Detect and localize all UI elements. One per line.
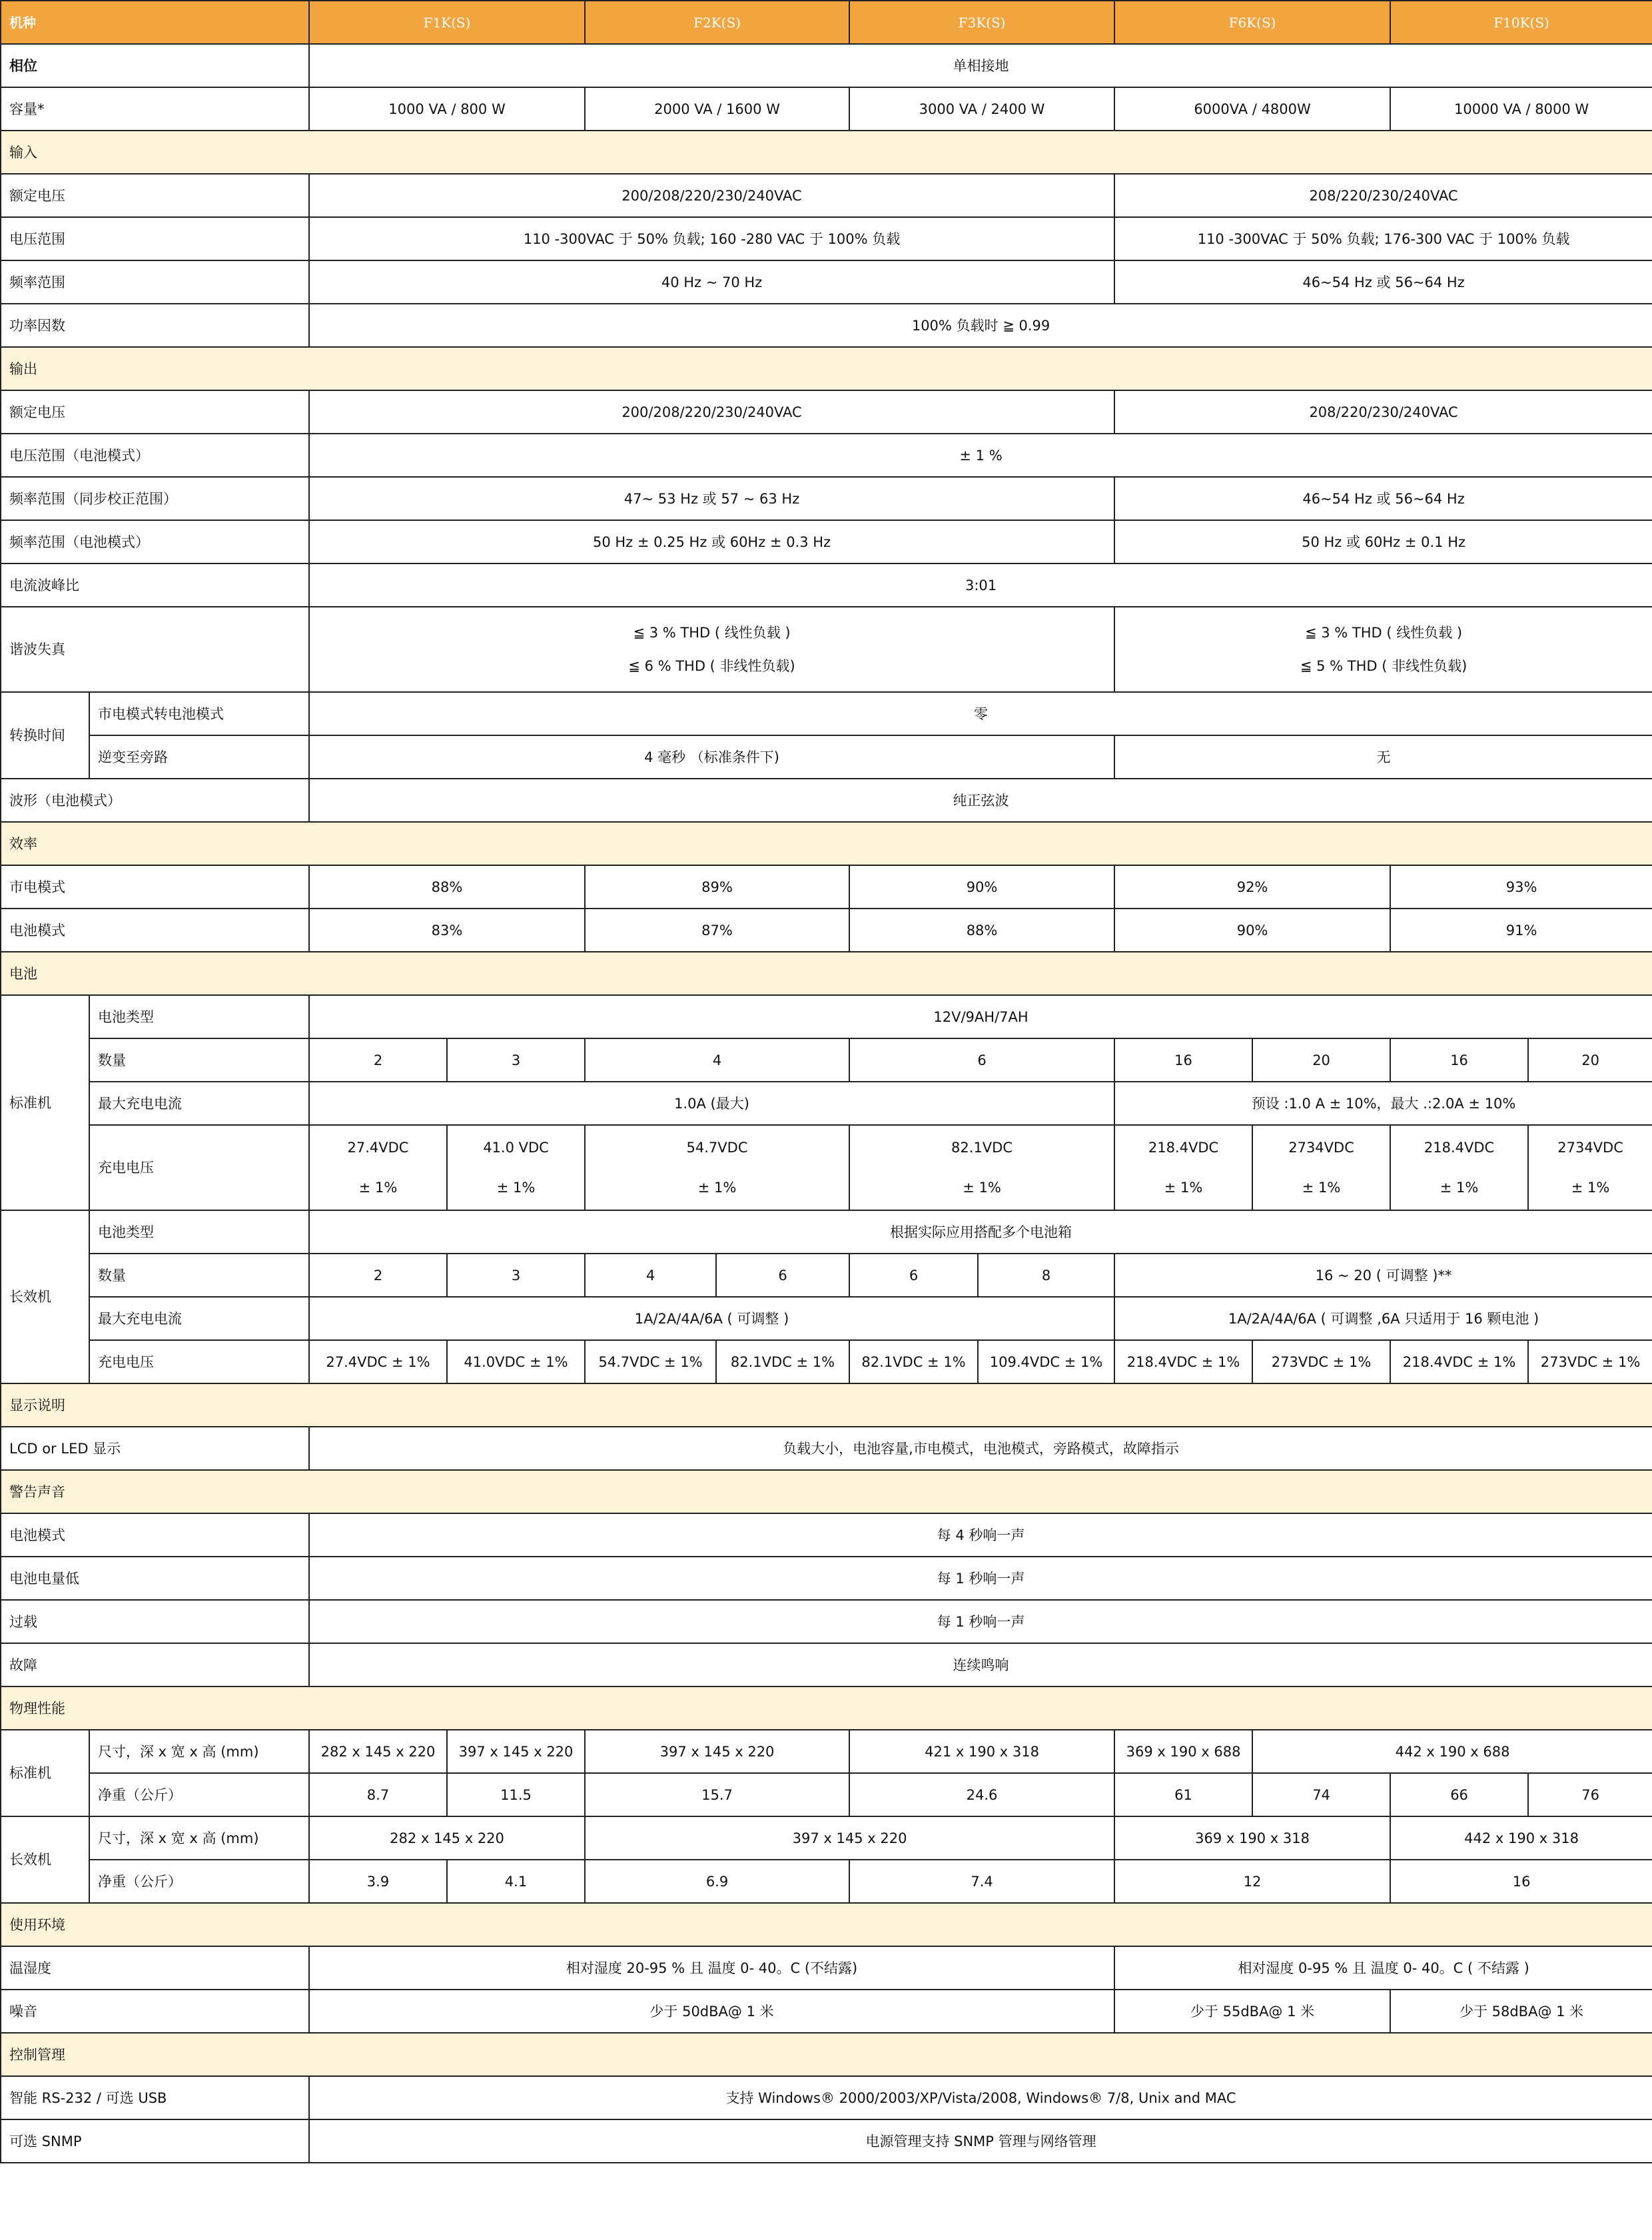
- charge-voltage-cell: [1252, 1125, 1390, 1210]
- row-label: 波形（电池模式）: [1, 779, 309, 822]
- cell-value: 369 x 190 x 688: [1114, 1730, 1252, 1773]
- cell-value: 282 x 145 x 220: [309, 1816, 585, 1860]
- cell-value: 20: [1528, 1038, 1652, 1082]
- row-label: 频率范围: [1, 260, 309, 304]
- cell-value: 4: [585, 1038, 849, 1082]
- long-battery-charge-voltage-row: [1, 1340, 1652, 1383]
- cell-value: 每 1 秒响一声: [309, 1600, 1652, 1643]
- alarm-batt-mode-row: [1, 1513, 1652, 1557]
- cell-value: 397 x 145 x 220: [585, 1730, 849, 1773]
- row-label: 可选 SNMP: [1, 2119, 309, 2163]
- row-label: 额定电压: [1, 174, 309, 217]
- cell-value: 369 x 190 x 318: [1114, 1816, 1390, 1860]
- row-label: 数量: [89, 1254, 309, 1297]
- std-battery-qty-row: [1, 1038, 1652, 1082]
- cell-value: 1.0A (最大): [309, 1082, 1114, 1125]
- charge-voltage-cell: [309, 1125, 447, 1210]
- long-battery-max-charge-row: [1, 1297, 1652, 1340]
- cell-value: 12: [1114, 1860, 1390, 1903]
- cell-value: 8.7: [309, 1773, 447, 1816]
- cell-value: 电源管理支持 SNMP 管理与网络管理: [309, 2119, 1652, 2163]
- snmp-row: [1, 2119, 1652, 2163]
- section-alarm: [1, 1470, 1652, 1513]
- cell-value: 76: [1528, 1773, 1652, 1816]
- cell-value: 442 x 190 x 688: [1252, 1730, 1652, 1773]
- header-row: [1, 1, 1652, 44]
- cell-value: 根据实际应用搭配多个电池箱: [309, 1210, 1652, 1254]
- section-title: 显示说明: [1, 1383, 1652, 1427]
- cell-value: 41.0VDC ± 1%: [447, 1340, 585, 1383]
- cell-value: 16: [1390, 1038, 1528, 1082]
- section-input: [1, 131, 1652, 174]
- cell-value: 200/208/220/230/240VAC: [309, 390, 1114, 434]
- thd-linear: ≦ 3 % THD ( 线性负载 ): [1304, 625, 1463, 641]
- row-label: 噪音: [1, 1990, 309, 2033]
- thd-nonlinear: ≦ 6 % THD ( 非线性负载): [628, 658, 795, 674]
- output-voltage-range-row: [1, 434, 1652, 477]
- row-label: 电压范围: [1, 217, 309, 260]
- charge-voltage: 2734VDC: [1557, 1140, 1623, 1156]
- cell-value: 无: [1114, 735, 1652, 779]
- phase-value: 单相接地: [309, 44, 1652, 87]
- thd-left-cell: [309, 607, 1114, 692]
- cell-value: 15.7: [585, 1773, 849, 1816]
- charge-tolerance: ± 1%: [963, 1180, 1001, 1196]
- transfer-time-label: 转换时间: [1, 692, 89, 779]
- charge-tolerance: ± 1%: [1302, 1180, 1341, 1196]
- cell-value: 6: [849, 1038, 1114, 1082]
- input-pf-row: [1, 304, 1652, 347]
- cell-value: 218.4VDC ± 1%: [1390, 1340, 1528, 1383]
- section-title: 物理性能: [1, 1686, 1652, 1730]
- cell-value: 93%: [1390, 865, 1652, 909]
- std-battery-charge-voltage-row: [1, 1125, 1652, 1210]
- long-battery-qty-row: [1, 1254, 1652, 1297]
- cell-value: 50 Hz ± 0.25 Hz 或 60Hz ± 0.3 Hz: [309, 520, 1114, 563]
- cell-value: 16: [1390, 1860, 1652, 1903]
- capacity-row: [1, 87, 1652, 131]
- row-label: 充电电压: [89, 1125, 309, 1210]
- cell-value: 200/208/220/230/240VAC: [309, 174, 1114, 217]
- cell-value: 61: [1114, 1773, 1252, 1816]
- cell-value: 90%: [849, 865, 1114, 909]
- alarm-low-batt-row: [1, 1557, 1652, 1600]
- output-freq-sync-row: [1, 477, 1652, 520]
- row-label: 电池电量低: [1, 1557, 309, 1600]
- row-label: 智能 RS-232 / 可选 USB: [1, 2076, 309, 2119]
- capacity-value: 3000 VA / 2400 W: [849, 87, 1114, 131]
- cell-value: 208/220/230/240VAC: [1114, 174, 1652, 217]
- long-battery-type-row: [1, 1210, 1652, 1254]
- cell-value: 88%: [309, 865, 585, 909]
- cell-value: 90%: [1114, 909, 1390, 952]
- cell-value: 421 x 190 x 318: [849, 1730, 1114, 1773]
- cell-value: 91%: [1390, 909, 1652, 952]
- display-row: [1, 1427, 1652, 1470]
- cell-value: 16 ~ 20 ( 可调整 )**: [1114, 1254, 1652, 1297]
- cell-value: 6: [849, 1254, 978, 1297]
- cell-value: 282 x 145 x 220: [309, 1730, 447, 1773]
- cell-value: 相对湿度 0-95 % 且 温度 0- 40。C ( 不结露 ): [1114, 1946, 1652, 1990]
- std-battery-max-charge-row: [1, 1082, 1652, 1125]
- section-title: 使用环境: [1, 1903, 1652, 1946]
- row-label: 电流波峰比: [1, 563, 309, 607]
- cell-value: 少于 50dBA@ 1 米: [309, 1990, 1114, 2033]
- output-thd-row: [1, 607, 1652, 692]
- cell-value: 82.1VDC ± 1%: [716, 1340, 849, 1383]
- cell-value: 46~54 Hz 或 56~64 Hz: [1114, 477, 1652, 520]
- section-title: 效率: [1, 822, 1652, 865]
- charge-voltage-cell: [447, 1125, 585, 1210]
- section-title: 警告声音: [1, 1470, 1652, 1513]
- charge-tolerance: ± 1%: [1440, 1180, 1479, 1196]
- section-title: 控制管理: [1, 2033, 1652, 2076]
- cell-value: 273VDC ± 1%: [1252, 1340, 1390, 1383]
- cell-value: 110 -300VAC 于 50% 负载; 160 -280 VAC 于 100% 负载: [309, 217, 1114, 260]
- charge-tolerance: ± 1%: [1164, 1180, 1203, 1196]
- charge-tolerance: ± 1%: [697, 1180, 737, 1196]
- row-label: 故障: [1, 1643, 309, 1686]
- cell-value: 273VDC ± 1%: [1528, 1340, 1652, 1383]
- long-run-model-label: 长效机: [1, 1816, 89, 1903]
- cell-value: 连续鸣响: [309, 1643, 1652, 1686]
- charge-voltage-cell: [1390, 1125, 1528, 1210]
- cell-value: 50 Hz 或 60Hz ± 0.1 Hz: [1114, 520, 1652, 563]
- cell-value: 2: [309, 1038, 447, 1082]
- long-run-model-label: 长效机: [1, 1210, 89, 1383]
- row-label: 频率范围（同步校正范围）: [1, 477, 309, 520]
- thd-linear: ≦ 3 % THD ( 线性负载 ): [633, 625, 791, 641]
- row-label: 温湿度: [1, 1946, 309, 1990]
- cell-value: 24.6: [849, 1773, 1114, 1816]
- row-label: 最大充电电流: [89, 1297, 309, 1340]
- section-output: [1, 347, 1652, 390]
- thd-right-cell: [1114, 607, 1652, 692]
- standard-model-label: 标准机: [1, 995, 89, 1210]
- row-label: 电池类型: [89, 1210, 309, 1254]
- capacity-value: 6000VA / 4800W: [1114, 87, 1390, 131]
- cell-value: 3: [447, 1038, 585, 1082]
- cell-value: 11.5: [447, 1773, 585, 1816]
- std-battery-type-row: [1, 995, 1652, 1038]
- cell-value: 87%: [585, 909, 849, 952]
- row-label: 电池模式: [1, 1513, 309, 1557]
- cell-value: 92%: [1114, 865, 1390, 909]
- cell-value: 2: [309, 1254, 447, 1297]
- cell-value: 442 x 190 x 318: [1390, 1816, 1652, 1860]
- input-rated-voltage-row: [1, 174, 1652, 217]
- row-label: 尺寸，深 x 宽 x 高 (mm): [89, 1730, 309, 1773]
- cell-value: 7.4: [849, 1860, 1114, 1903]
- cell-value: 100% 负载时 ≧ 0.99: [309, 304, 1652, 347]
- alarm-overload-row: [1, 1600, 1652, 1643]
- humidity-row: [1, 1946, 1652, 1990]
- charge-voltage-cell: [1114, 1125, 1252, 1210]
- cell-value: 负载大小，电池容量,市电模式，电池模式，旁路模式，故障指示: [309, 1427, 1652, 1470]
- charge-voltage: 41.0 VDC: [483, 1140, 549, 1156]
- section-physical: [1, 1686, 1652, 1730]
- row-label: 充电电压: [89, 1340, 309, 1383]
- row-label: 数量: [89, 1038, 309, 1082]
- capacity-value: 2000 VA / 1600 W: [585, 87, 849, 131]
- charge-voltage: 54.7VDC: [686, 1140, 748, 1156]
- row-label: 尺寸，深 x 宽 x 高 (mm): [89, 1816, 309, 1860]
- efficiency-ac-row: [1, 865, 1652, 909]
- cell-value: 82.1VDC ± 1%: [849, 1340, 978, 1383]
- charge-voltage: 218.4VDC: [1148, 1140, 1219, 1156]
- capacity-label: 容量*: [1, 87, 309, 131]
- cell-value: 89%: [585, 865, 849, 909]
- cell-value: 20: [1252, 1038, 1390, 1082]
- section-title: 电池: [1, 952, 1652, 995]
- cell-value: 46~54 Hz 或 56~64 Hz: [1114, 260, 1652, 304]
- cell-value: 3: [447, 1254, 585, 1297]
- section-management: [1, 2033, 1652, 2076]
- charge-voltage: 82.1VDC: [951, 1140, 1013, 1156]
- capacity-value: 1000 VA / 800 W: [309, 87, 585, 131]
- cell-value: 16: [1114, 1038, 1252, 1082]
- capacity-value: 10000 VA / 8000 W: [1390, 87, 1652, 131]
- cell-value: 4.1: [447, 1860, 585, 1903]
- cell-value: 3:01: [309, 563, 1652, 607]
- cell-value: 1A/2A/4A/6A ( 可调整 ,6A 只适用于 16 颗电池 ): [1114, 1297, 1652, 1340]
- cell-value: 47~ 53 Hz 或 57 ~ 63 Hz: [309, 477, 1114, 520]
- cell-value: 27.4VDC ± 1%: [309, 1340, 447, 1383]
- cell-value: 4 毫秒 （标准条件下): [309, 735, 1114, 779]
- cell-value: ± 1 %: [309, 434, 1652, 477]
- std-dimension-row: [1, 1730, 1652, 1773]
- row-label: 电压范围（电池模式）: [1, 434, 309, 477]
- cell-value: 66: [1390, 1773, 1528, 1816]
- row-label: 最大充电电流: [89, 1082, 309, 1125]
- charge-tolerance: ± 1%: [496, 1180, 536, 1196]
- model-f3k: F3K(S): [849, 1, 1114, 44]
- cell-value: 每 4 秒响一声: [309, 1513, 1652, 1557]
- cell-value: 110 -300VAC 于 50% 负载; 176-300 VAC 于 100% 负载: [1114, 217, 1652, 260]
- model-label: 机种: [1, 1, 309, 44]
- cell-value: 零: [309, 692, 1652, 735]
- section-title: 输入: [1, 131, 1652, 174]
- cell-value: 相对湿度 20-95 % 且 温度 0- 40。C (不结露): [309, 1946, 1114, 1990]
- transfer-inv-bypass-row: [1, 735, 1652, 779]
- row-label: 市电模式转电池模式: [89, 692, 309, 735]
- row-label: 市电模式: [1, 865, 309, 909]
- std-weight-row: [1, 1773, 1652, 1816]
- cell-value: 支持 Windows® 2000/2003/XP/Vista/2008, Windows® 7/8, Unix and MAC: [309, 2076, 1652, 2119]
- cell-value: 4: [585, 1254, 716, 1297]
- output-freq-batt-row: [1, 520, 1652, 563]
- cell-value: 208/220/230/240VAC: [1114, 390, 1652, 434]
- transfer-ac-batt-row: [1, 692, 1652, 735]
- section-display: [1, 1383, 1652, 1427]
- charge-tolerance: ± 1%: [1571, 1180, 1610, 1196]
- cell-value: 83%: [309, 909, 585, 952]
- cell-value: 预设 :1.0 A ± 10%，最大 .:2.0A ± 10%: [1114, 1082, 1652, 1125]
- model-f1k: F1K(S): [309, 1, 585, 44]
- row-label: 额定电压: [1, 390, 309, 434]
- section-environment: [1, 1903, 1652, 1946]
- cell-value: 少于 55dBA@ 1 米: [1114, 1990, 1390, 2033]
- model-f2k: F2K(S): [585, 1, 849, 44]
- noise-row: [1, 1990, 1652, 2033]
- cell-value: 6: [716, 1254, 849, 1297]
- cell-value: 397 x 145 x 220: [447, 1730, 585, 1773]
- cell-value: 54.7VDC ± 1%: [585, 1340, 716, 1383]
- rs232-row: [1, 2076, 1652, 2119]
- cell-value: 纯正弦波: [309, 779, 1652, 822]
- charge-voltage: 2734VDC: [1288, 1140, 1354, 1156]
- charge-voltage-cell: [849, 1125, 1114, 1210]
- cell-value: 每 1 秒响一声: [309, 1557, 1652, 1600]
- cell-value: 8: [978, 1254, 1114, 1297]
- row-label: 频率范围（电池模式）: [1, 520, 309, 563]
- row-label: 逆变至旁路: [89, 735, 309, 779]
- input-voltage-range-row: [1, 217, 1652, 260]
- cell-value: 74: [1252, 1773, 1390, 1816]
- cell-value: 12V/9AH/7AH: [309, 995, 1652, 1038]
- efficiency-batt-row: [1, 909, 1652, 952]
- waveform-row: [1, 779, 1652, 822]
- output-rated-voltage-row: [1, 390, 1652, 434]
- row-label: 净重（公斤）: [89, 1860, 309, 1903]
- thd-nonlinear: ≦ 5 % THD ( 非线性负载): [1300, 658, 1467, 674]
- charge-voltage-cell: [585, 1125, 849, 1210]
- row-label: 功率因数: [1, 304, 309, 347]
- phase-label: 相位: [1, 44, 309, 87]
- row-label: 电池类型: [89, 995, 309, 1038]
- row-label: 过载: [1, 1600, 309, 1643]
- input-freq-range-row: [1, 260, 1652, 304]
- row-label: 净重（公斤）: [89, 1773, 309, 1816]
- row-label: LCD or LED 显示: [1, 1427, 309, 1470]
- cell-value: 88%: [849, 909, 1114, 952]
- charge-voltage: 218.4VDC: [1424, 1140, 1495, 1156]
- cell-value: 218.4VDC ± 1%: [1114, 1340, 1252, 1383]
- cell-value: 6.9: [585, 1860, 849, 1903]
- section-title: 输出: [1, 347, 1652, 390]
- output-crest-row: [1, 563, 1652, 607]
- row-label: 电池模式: [1, 909, 309, 952]
- cell-value: 1A/2A/4A/6A ( 可调整 ): [309, 1297, 1114, 1340]
- cell-value: 3.9: [309, 1860, 447, 1903]
- long-weight-row: [1, 1860, 1652, 1903]
- long-dimension-row: [1, 1816, 1652, 1860]
- model-f6k: F6K(S): [1114, 1, 1390, 44]
- row-label: 谐波失真: [1, 607, 309, 692]
- charge-voltage-cell: [1528, 1125, 1652, 1210]
- section-battery: [1, 952, 1652, 995]
- charge-voltage: 27.4VDC: [347, 1140, 409, 1156]
- cell-value: 40 Hz ~ 70 Hz: [309, 260, 1114, 304]
- cell-value: 109.4VDC ± 1%: [978, 1340, 1114, 1383]
- section-efficiency: [1, 822, 1652, 865]
- standard-model-label: 标准机: [1, 1730, 89, 1816]
- phase-row: [1, 44, 1652, 87]
- charge-tolerance: ± 1%: [358, 1180, 398, 1196]
- alarm-fault-row: [1, 1643, 1652, 1686]
- cell-value: 少于 58dBA@ 1 米: [1390, 1990, 1652, 2033]
- model-f10k: F10K(S): [1390, 1, 1652, 44]
- cell-value: 397 x 145 x 220: [585, 1816, 1114, 1860]
